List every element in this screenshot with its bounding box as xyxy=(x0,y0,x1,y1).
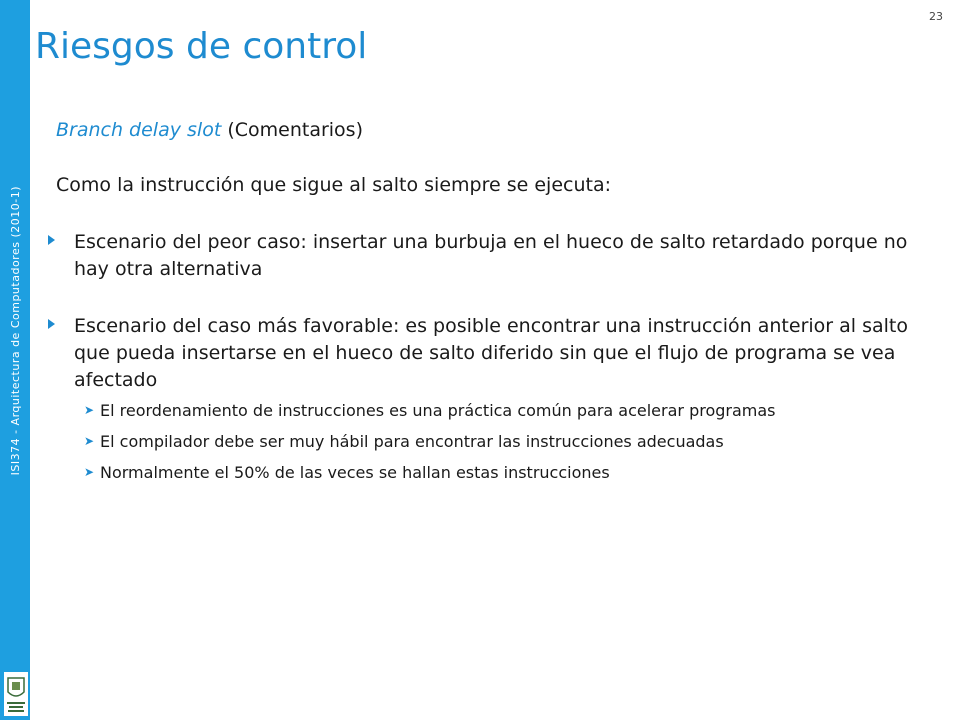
sub-bullet-list xyxy=(56,400,936,484)
chevron-right-icon: ➤ xyxy=(84,434,95,449)
slide-title: Riesgos de control xyxy=(35,26,368,67)
triangle-right-icon xyxy=(48,235,55,245)
course-label: ISI374 - Arquitectura de Computadores (2010-1) xyxy=(9,186,22,476)
university-logo-icon xyxy=(4,672,28,716)
sub-bullet-text: El compilador debe ser muy hábil para encontrar las instrucciones adecuadas xyxy=(100,432,724,452)
sub-bullet-text: Normalmente el 50% de las veces se hallan estas instrucciones xyxy=(100,462,610,482)
chevron-right-icon: ➤ xyxy=(84,464,95,479)
slide-subtitle xyxy=(56,118,936,143)
bullet-text: Escenario del caso más favorable: es posible encontrar una instrucción anterior al salto que pueda insertarse en el hueco de salto diferido sin que el flujo de programa se vea afectado xyxy=(74,314,908,392)
triangle-right-icon xyxy=(48,319,55,329)
sub-bullet-text: El reordenamiento de instrucciones es una práctica común para acelerar programas xyxy=(100,401,776,421)
subtitle-rest: (Comentarios) xyxy=(221,119,363,141)
intro-text: Como la instrucción que sigue al salto siempre se ejecuta: xyxy=(56,174,611,197)
sub-bullet-item xyxy=(72,400,936,423)
bullet-item xyxy=(56,313,936,394)
page-number: 23 xyxy=(929,10,943,23)
slide-content xyxy=(56,118,936,492)
sub-bullet-item xyxy=(72,462,936,485)
subtitle-emphasis: Branch delay slot xyxy=(56,119,222,141)
bullet-text: Escenario del peor caso: insertar una burbuja en el hueco de salto retardado porque no hay otra alternativa xyxy=(74,230,908,280)
bullet-item xyxy=(56,229,936,283)
chevron-right-icon: ➤ xyxy=(84,403,95,418)
sidebar xyxy=(0,0,30,720)
sub-bullet-item xyxy=(72,431,936,454)
